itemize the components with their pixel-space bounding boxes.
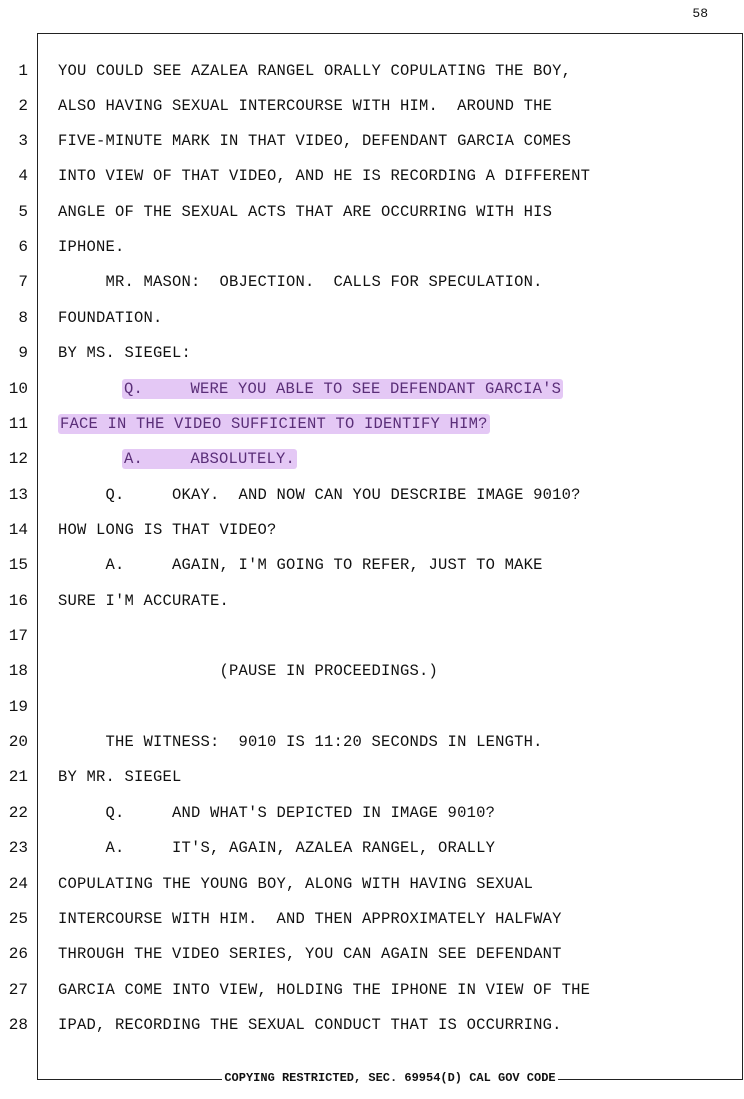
transcript-line: ANGLE OF THE SEXUAL ACTS THAT ARE OCCURRING WITH HIS bbox=[58, 203, 553, 221]
transcript-line: BY MS. SIEGEL: bbox=[58, 344, 192, 362]
line-number: 7 bbox=[18, 273, 28, 291]
line-number: 4 bbox=[18, 167, 28, 185]
line-number: 23 bbox=[8, 839, 28, 857]
transcript-line: HOW LONG IS THAT VIDEO? bbox=[58, 521, 277, 539]
line-number: 17 bbox=[8, 627, 28, 645]
transcript-line: A. AGAIN, I'M GOING TO REFER, JUST TO MAKE bbox=[58, 556, 543, 574]
line-number: 14 bbox=[8, 521, 28, 539]
line-number: 25 bbox=[8, 910, 28, 928]
transcript-line bbox=[58, 379, 563, 399]
line-number: 9 bbox=[18, 344, 28, 362]
transcript-line bbox=[58, 414, 490, 434]
line-number: 22 bbox=[8, 804, 28, 822]
transcript-line: GARCIA COME INTO VIEW, HOLDING THE IPHONE IN VIEW OF THE bbox=[58, 981, 591, 999]
line-number: 3 bbox=[18, 132, 28, 150]
transcript-line: A. IT'S, AGAIN, AZALEA RANGEL, ORALLY bbox=[58, 839, 496, 857]
transcript-line: ALSO HAVING SEXUAL INTERCOURSE WITH HIM. AROUND THE bbox=[58, 97, 553, 115]
footer-notice bbox=[0, 1071, 744, 1085]
line-number: 11 bbox=[8, 415, 28, 433]
highlighted-text: Q. WERE YOU ABLE TO SEE DEFENDANT GARCIA'S bbox=[124, 380, 562, 398]
line-number: 12 bbox=[8, 450, 28, 468]
line-number: 10 bbox=[8, 380, 28, 398]
highlighted-text: FACE IN THE VIDEO SUFFICIENT TO IDENTIFY HIM? bbox=[60, 415, 488, 433]
transcript-line: MR. MASON: OBJECTION. CALLS FOR SPECULATION. bbox=[58, 273, 543, 291]
line-number: 6 bbox=[18, 238, 28, 256]
line-number: 2 bbox=[18, 97, 28, 115]
line-number: 18 bbox=[8, 662, 28, 680]
line-number: 13 bbox=[8, 486, 28, 504]
transcript-line: YOU COULD SEE AZALEA RANGEL ORALLY COPULATING THE BOY, bbox=[58, 62, 572, 80]
transcript-line: INTERCOURSE WITH HIM. AND THEN APPROXIMATELY HALFWAY bbox=[58, 910, 562, 928]
line-number: 24 bbox=[8, 875, 28, 893]
transcript-line: INTO VIEW OF THAT VIDEO, AND HE IS RECORDING A DIFFERENT bbox=[58, 167, 591, 185]
transcript-line: FIVE-MINUTE MARK IN THAT VIDEO, DEFENDANT GARCIA COMES bbox=[58, 132, 572, 150]
line-number: 20 bbox=[8, 733, 28, 751]
line-number: 26 bbox=[8, 945, 28, 963]
transcript-line: BY MR. SIEGEL bbox=[58, 768, 182, 786]
transcript-line: IPAD, RECORDING THE SEXUAL CONDUCT THAT IS OCCURRING. bbox=[58, 1016, 562, 1034]
transcript-line: THROUGH THE VIDEO SERIES, YOU CAN AGAIN SEE DEFENDANT bbox=[58, 945, 562, 963]
line-number: 28 bbox=[8, 1016, 28, 1034]
transcript-line bbox=[58, 449, 297, 469]
transcript-line: THE WITNESS: 9010 IS 11:20 SECONDS IN LENGTH. bbox=[58, 733, 543, 751]
line-number: 16 bbox=[8, 592, 28, 610]
line-number: 1 bbox=[18, 62, 28, 80]
transcript-line: (PAUSE IN PROCEEDINGS.) bbox=[58, 662, 439, 680]
highlighted-text: A. ABSOLUTELY. bbox=[124, 450, 296, 468]
transcript-line: Q. AND WHAT'S DEPICTED IN IMAGE 9010? bbox=[58, 804, 496, 822]
line-number: 27 bbox=[8, 981, 28, 999]
page-number: 58 bbox=[692, 6, 708, 21]
line-number: 21 bbox=[8, 768, 28, 786]
line-number: 19 bbox=[8, 698, 28, 716]
transcript-line: SURE I'M ACCURATE. bbox=[58, 592, 230, 610]
transcript-line: IPHONE. bbox=[58, 238, 125, 256]
line-number: 5 bbox=[18, 203, 28, 221]
transcript-line: COPULATING THE YOUNG BOY, ALONG WITH HAVING SEXUAL bbox=[58, 875, 534, 893]
transcript-line: Q. OKAY. AND NOW CAN YOU DESCRIBE IMAGE 9010? bbox=[58, 486, 581, 504]
footer-text: COPYING RESTRICTED, SEC. 69954(D) CAL GOV CODE bbox=[224, 1071, 556, 1085]
transcript-line: FOUNDATION. bbox=[58, 309, 163, 327]
line-number: 8 bbox=[18, 309, 28, 327]
line-number: 15 bbox=[8, 556, 28, 574]
